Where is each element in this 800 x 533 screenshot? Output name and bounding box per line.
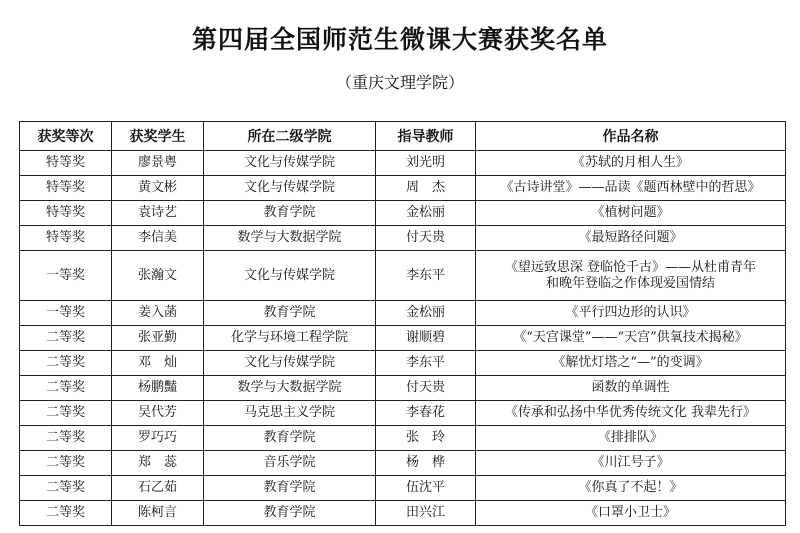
award-cell: 二等奖 [20,426,112,451]
student-cell: 陈柯言 [112,501,204,526]
teacher-cell: 谢顺碧 [376,326,476,351]
header-teacher: 指导教师 [376,122,476,151]
work-title: 《平行四边形的认识》 [565,305,696,320]
award-table [19,121,786,526]
award-cell: 二等奖 [20,476,112,501]
student-cell: 黄文彬 [112,176,204,201]
document-subtitle: （重庆文理学院） [335,73,464,92]
table-row [20,351,786,376]
award-cell: 特等奖 [20,201,112,226]
award-cell: 一等奖 [20,251,112,301]
college-cell: 教育学院 [204,426,376,451]
work-cell [476,176,786,201]
work-title: 《苏轼的月相人生》 [571,155,689,170]
college-cell: 文化与传媒学院 [204,151,376,176]
table-row [20,401,786,426]
table-row [20,301,786,326]
college-cell: 教育学院 [204,201,376,226]
header-student: 获奖学生 [112,122,204,151]
work-title: 《“天宫课堂”——“天宫”供氧技术揭秘》 [513,330,748,345]
student-cell: 廖景粤 [112,151,204,176]
work-title: 《川江号子》 [591,455,670,470]
work-cell [476,451,786,476]
student-cell: 罗巧巧 [112,426,204,451]
work-title: 《传承和弘扬中华优秀传统文化 我辈先行》 [504,405,757,420]
student-cell: 石乙茹 [112,476,204,501]
work-cell [476,226,786,251]
teacher-cell: 金松丽 [376,301,476,326]
award-cell: 二等奖 [20,376,112,401]
work-title: 《口罩小卫士》 [584,505,676,520]
teacher-cell: 田兴江 [376,501,476,526]
work-title: 函数的单调性 [591,380,670,395]
table-row [20,176,786,201]
student-cell: 吴代芳 [112,401,204,426]
table-row [20,201,786,226]
table-header-row [20,122,786,151]
table-row [20,451,786,476]
teacher-cell: 金松丽 [376,201,476,226]
work-title: 《古诗讲堂》——品读《题西林壁中的哲思》 [500,180,761,195]
college-cell: 数学与大数据学院 [204,376,376,401]
work-title: 《植树问题》 [591,205,670,220]
college-cell: 文化与传媒学院 [204,351,376,376]
award-cell: 二等奖 [20,451,112,476]
table-row [20,376,786,401]
work-title: 《排排队》 [597,430,663,445]
student-cell: 郑 蕊 [112,451,204,476]
work-cell [476,426,786,451]
table-row [20,426,786,451]
work-cell [476,201,786,226]
table-row [20,326,786,351]
student-cell: 姜入菡 [112,301,204,326]
work-cell [476,476,786,501]
work-cell [476,501,786,526]
teacher-cell: 伍沈平 [376,476,476,501]
award-cell: 特等奖 [20,226,112,251]
student-cell: 邓 灿 [112,351,204,376]
work-cell [476,301,786,326]
college-cell: 马克思主义学院 [204,401,376,426]
work-title: 《你真了不起！》 [578,480,683,495]
table-body [20,151,786,526]
teacher-cell: 李春花 [376,401,476,426]
student-cell: 袁诗艺 [112,201,204,226]
table-row [20,251,786,301]
award-cell: 二等奖 [20,351,112,376]
header-award: 获奖等次 [20,122,112,151]
work-cell [476,351,786,376]
college-cell: 音乐学院 [204,451,376,476]
student-cell: 张瀚文 [112,251,204,301]
work-cell [476,376,786,401]
award-cell: 二等奖 [20,326,112,351]
teacher-cell: 周 杰 [376,176,476,201]
table-row [20,151,786,176]
teacher-cell: 李东平 [376,251,476,301]
work-title: 《最短路径问题》 [578,230,683,245]
college-cell: 教育学院 [204,501,376,526]
header-work: 作品名称 [476,122,786,151]
college-cell: 教育学院 [204,301,376,326]
college-cell: 文化与传媒学院 [204,251,376,301]
teacher-cell: 杨 桦 [376,451,476,476]
college-cell: 数学与大数据学院 [204,226,376,251]
college-cell: 教育学院 [204,476,376,501]
work-title-line-1: 《望远致思深 登临怆千古》——从杜甫青年 [504,259,757,275]
header-college: 所在二级学院 [204,122,376,151]
work-title-line-2: 和晚年登临之作体现爱国情结 [545,275,715,291]
table-row [20,501,786,526]
teacher-cell: 张 玲 [376,426,476,451]
teacher-cell: 付天贵 [376,226,476,251]
work-cell [476,151,786,176]
college-cell: 化学与环境工程学院 [204,326,376,351]
work-cell [476,251,786,301]
student-cell: 张亚勤 [112,326,204,351]
award-cell: 二等奖 [20,501,112,526]
document-title: 第四届全国师范生微课大赛获奖名单 [191,25,608,54]
work-cell [476,401,786,426]
teacher-cell: 刘光明 [376,151,476,176]
work-title: 《解忧灯塔之“—”的变调》 [552,355,709,370]
student-cell: 杨鹏豔 [112,376,204,401]
award-cell: 一等奖 [20,301,112,326]
work-cell [476,326,786,351]
teacher-cell: 付天贵 [376,376,476,401]
student-cell: 李信美 [112,226,204,251]
teacher-cell: 李东平 [376,351,476,376]
award-cell: 特等奖 [20,151,112,176]
college-cell: 文化与传媒学院 [204,176,376,201]
table-row [20,226,786,251]
award-cell: 特等奖 [20,176,112,201]
award-cell: 二等奖 [20,401,112,426]
table-row [20,476,786,501]
